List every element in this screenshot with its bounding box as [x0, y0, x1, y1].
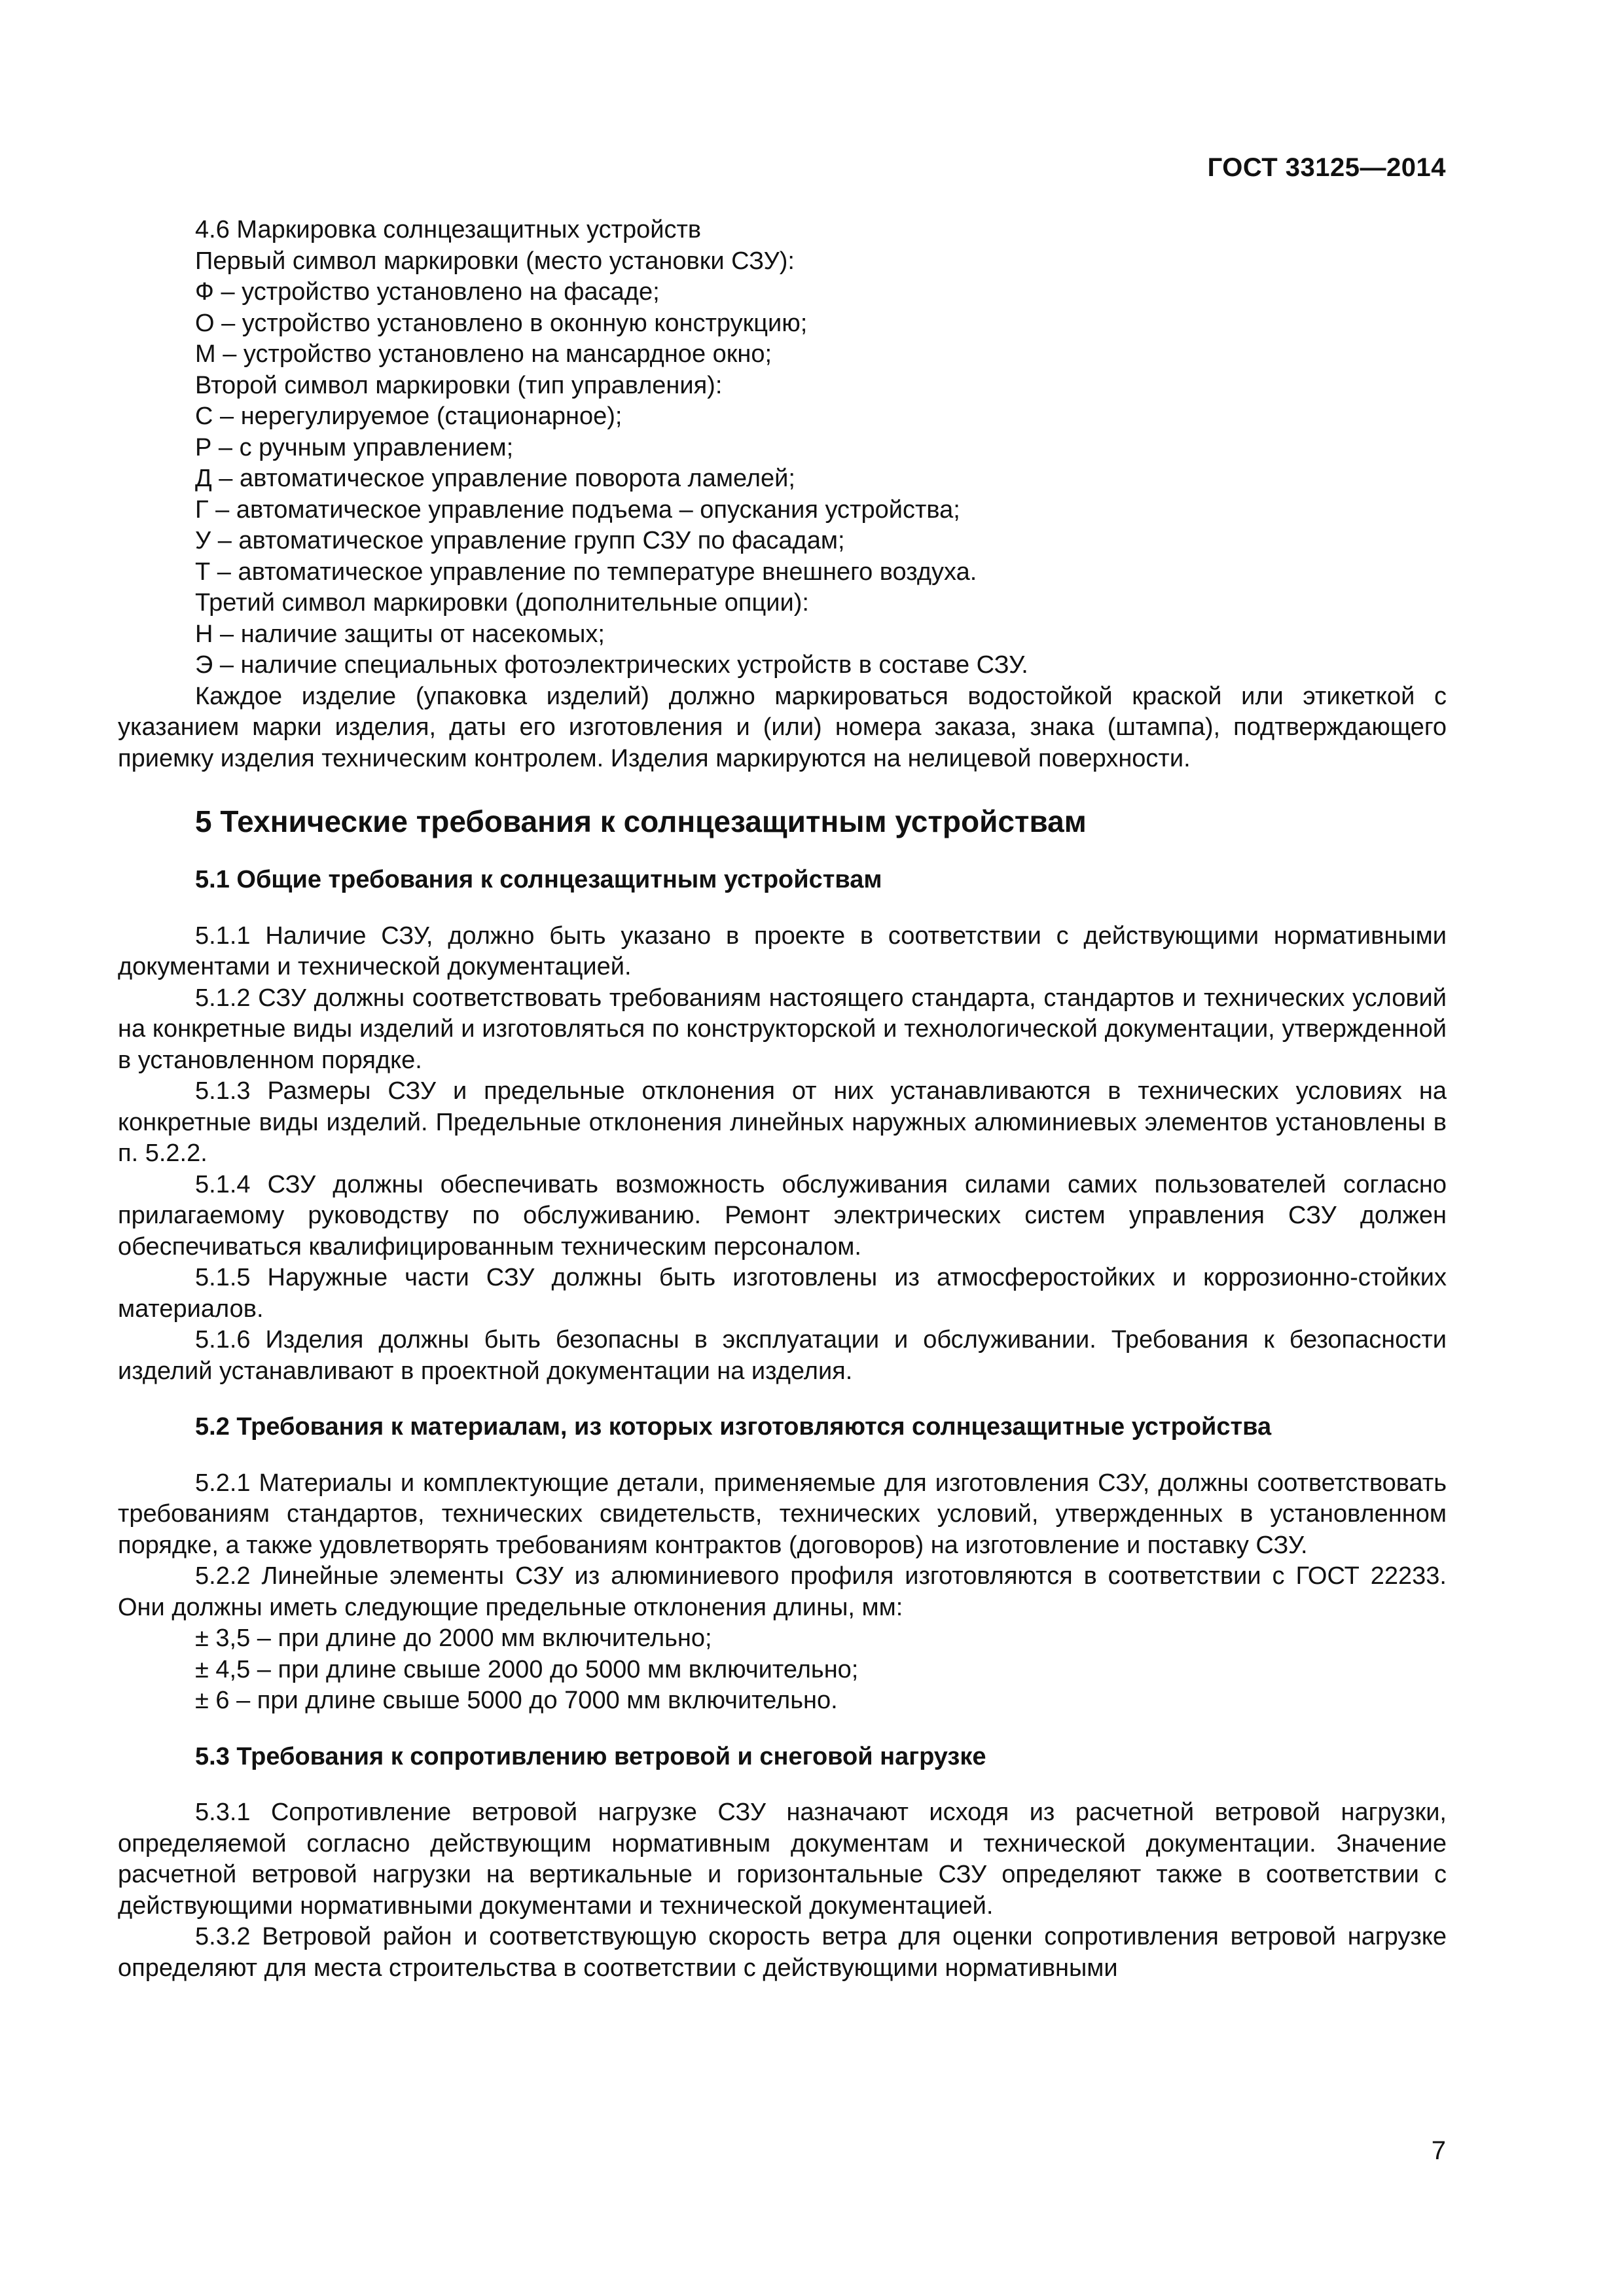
paragraph-5-1-2: 5.1.2 СЗУ должны соответствовать требованиям настоящего стандарта, стандартов и технических условий на конкретные виды изделий и изготовляться по конструкторской и технологической документации, утвержденной в установленном порядке. [118, 984, 1447, 1074]
section-5-3-title: 5.3 Требования к сопротивлению ветровой и снеговой нагрузке [195, 1742, 986, 1770]
tolerance-item: ± 3,5 – при длине до 2000 мм включительно; [195, 1624, 712, 1652]
marking-item: Г – автоматическое управление подъема – опускания устройства; [195, 495, 960, 524]
marking-item: Э – наличие специальных фотоэлектрических устройств в составе СЗУ. [195, 651, 1028, 679]
marking-paragraph: Каждое изделие (упаковка изделий) должно маркироваться водостойкой краской или этикеткой с указанием марки изделия, даты его изготовления и (или) номера заказа, знака (штампа), подтверждающего приемку изделия техническим контролем. Изделия маркируются на нелицевой поверхности. [118, 682, 1447, 772]
paragraph-5-1-5: 5.1.5 Наружные части СЗУ должны быть изготовлены из атмосферостойких и коррозионно-стойких материалов. [118, 1264, 1447, 1323]
marking-item: Ф – устройство установлено на фасаде; [195, 278, 660, 306]
section-5-2-title: 5.2 Требования к материалам, из которых изготовляются солнцезащитные устройства [195, 1413, 1272, 1441]
marking-item: Н – наличие защиты от насекомых; [195, 620, 605, 648]
marking-item: Р – с ручным управлением; [195, 433, 514, 461]
paragraph-5-3-1: 5.3.1 Сопротивление ветровой нагрузке СЗУ назначают исходя из расчетной ветровой нагрузки, определяемой согласно действующим нормативным документам и технической документации. Значение расчетной ветровой нагрузки на вертикальные и горизонтальные СЗУ определяют также в соответствии с действующими нормативными документами и технической документацией. [118, 1799, 1447, 1920]
paragraph-5-1-6: 5.1.6 Изделия должны быть безопасны в эксплуатации и обслуживании. Требования к безопасности изделий устанавливают в проектной документации на изделия. [118, 1326, 1447, 1385]
paragraph-5-1-4: 5.1.4 СЗУ должны обеспечивать возможность обслуживания силами самих пользователей согласно прилагаемому руководству по обслуживанию. Ремонт электрических систем управления СЗУ должен обеспечиваться квалифицированным техническим персоналом. [118, 1170, 1447, 1261]
tolerance-item: ± 4,5 – при длине свыше 2000 до 5000 мм включительно; [195, 1655, 859, 1683]
document-code-header: ГОСТ 33125—2014 [1207, 153, 1446, 182]
paragraph-5-2-2: 5.2.2 Линейные элементы СЗУ из алюминиевого профиля изготовляются в соответствии с ГОСТ 22233. Они должны иметь следующие предельные отклонения длины, мм: [118, 1562, 1447, 1621]
marking-item: С – нерегулируемое (стационарное); [195, 403, 623, 430]
paragraph-5-1-3: 5.1.3 Размеры СЗУ и предельные отклонения от них устанавливаются в технических условиях на конкретные виды изделий. Предельные отклонения линейных наружных алюминиевых элементов установлены в п. 5.2.2. [118, 1077, 1447, 1167]
tolerance-item: ± 6 – при длине свыше 5000 до 7000 мм включительно. [195, 1687, 838, 1714]
marking-first-symbol-intro: Первый символ маркировки (место установки СЗУ): [195, 247, 795, 275]
section-5-1-title: 5.1 Общие требования к солнцезащитным устройствам [195, 866, 882, 893]
paragraph-5-1-1: 5.1.1 Наличие СЗУ, должно быть указано в проекте в соответствии с действующими нормативными документами и технической документацией. [118, 922, 1447, 980]
paragraph-5-3-2: 5.3.2 Ветровой район и соответствующую скорость ветра для оценки сопротивления ветровой нагрузке определяют для места строительства в соответствии с действующими нормативными [118, 1923, 1447, 1982]
marking-second-symbol-intro: Второй символ маркировки (тип управления): [195, 371, 723, 399]
marking-third-symbol-intro: Третий символ маркировки (дополнительные опции): [195, 589, 809, 617]
marking-item: М – устройство установлено на мансардное окно; [195, 340, 772, 368]
marking-item: У – автоматическое управление групп СЗУ по фасадам; [195, 527, 845, 554]
marking-item: О – устройство установлено в оконную конструкцию; [195, 309, 808, 337]
marking-item: Т – автоматическое управление по температуре внешнего воздуха. [195, 558, 977, 586]
page-number: 7 [1431, 2136, 1446, 2165]
document-body [118, 215, 1447, 1984]
marking-item: Д – автоматическое управление поворота ламелей; [195, 465, 795, 492]
section-5-title: 5 Технические требования к солнцезащитным устройствам [195, 804, 1087, 838]
section-4-6-heading: 4.6 Маркировка солнцезащитных устройств [195, 216, 702, 243]
paragraph-5-2-1: 5.2.1 Материалы и комплектующие детали, применяемые для изготовления СЗУ, должны соответствовать требованиям стандартов, технических свидетельств, технических условий, утвержденных в установленном порядке, а также удовлетворять требованиям контрактов (договоров) на изготовление и поставку СЗУ. [118, 1469, 1447, 1559]
